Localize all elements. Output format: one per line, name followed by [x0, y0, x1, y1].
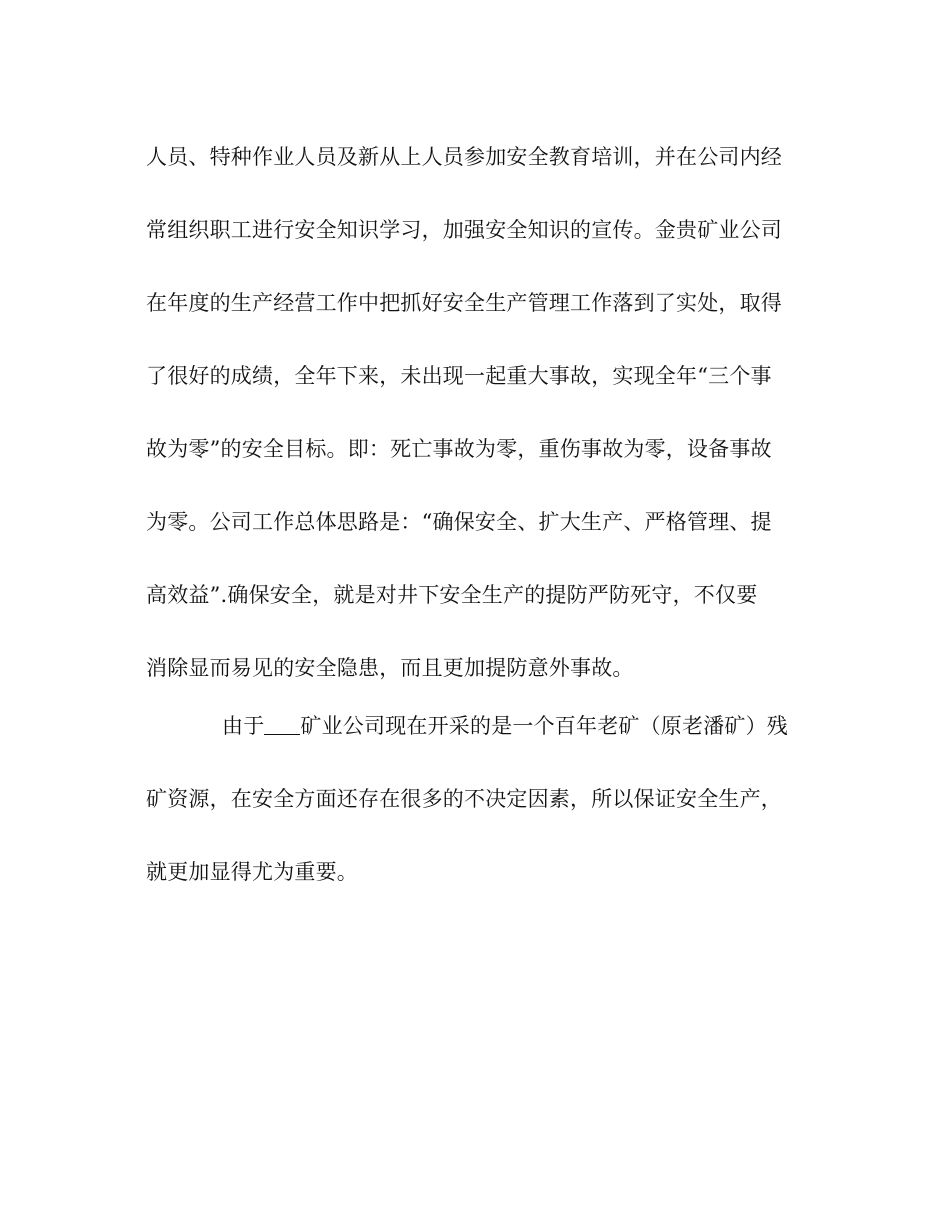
paragraph-2-prefix: 由于 — [222, 714, 265, 738]
paragraph-2-line-2: 矿资源，在安全方面还存在很多的不决定因素，所以保证安全生产， — [146, 787, 782, 811]
paragraph-2-line-3: 就更加显得尤为重要。 — [146, 860, 358, 884]
paragraph-1 — [146, 143, 806, 727]
paragraph-2-line-1 — [146, 712, 806, 785]
paragraph-1-line-5: 故为零”的安全目标。即：死亡事故为零，重伤事故为零，设备事故 — [146, 437, 772, 461]
paragraph-1-line-3: 在年度的生产经营工作中把抓好安全生产管理工作落到了实处，取得 — [146, 291, 782, 315]
fill-in-blank — [264, 714, 300, 735]
paragraph-1-line-2: 常组织职工进行安全知识学习，加强安全知识的宣传。金贵矿业公司 — [146, 218, 782, 242]
paragraph-1-line-4: 了很好的成绩，全年下来，未出现一起重大事故，实现全年“三个事 — [146, 364, 772, 388]
paragraph-2-suffix: 矿业公司现在开采的是一个百年老矿（原老潘矿）残 — [300, 714, 789, 738]
paragraph-2 — [146, 712, 806, 931]
paragraph-1-line-1: 人员、特种作业人员及新从上人员参加安全教育培训，并在公司内经 — [146, 145, 782, 169]
paragraph-1-line-7: 高效益”.确保安全，就是对井下安全生产的提防严防死守，不仅要 — [146, 583, 758, 607]
paragraph-1-line-6: 为零。公司工作总体思路是：“确保安全、扩大生产、严格管理、提 — [146, 510, 772, 534]
paragraph-1-line-8: 消除显而易见的安全隐患，而且更加提防意外事故。 — [146, 656, 634, 680]
